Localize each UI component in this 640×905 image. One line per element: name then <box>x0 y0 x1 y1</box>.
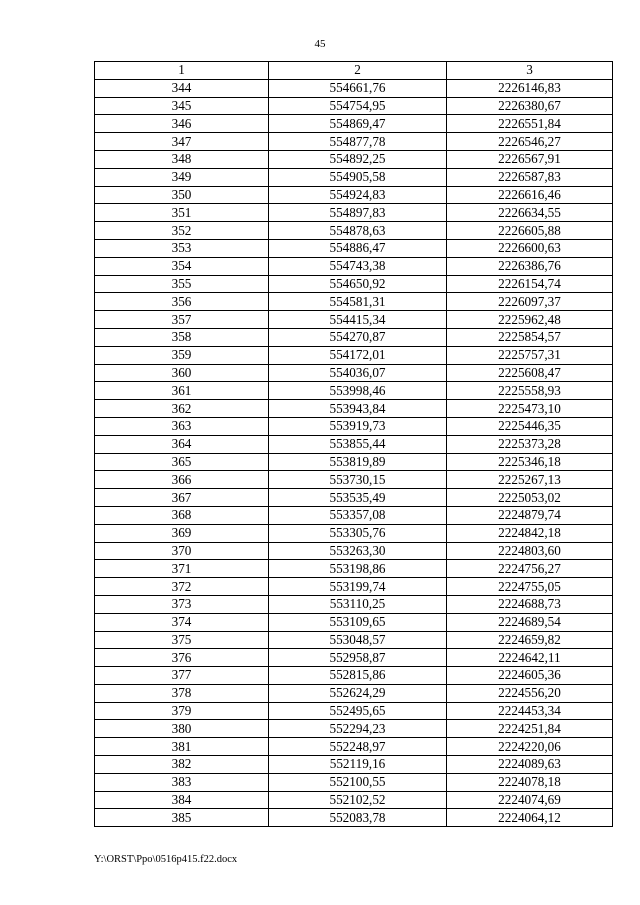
x-coordinate-cell: 553048,57 <box>269 631 447 649</box>
table-row <box>95 595 613 613</box>
x-coordinate-cell: 554878,63 <box>269 222 447 240</box>
point-number-cell: 363 <box>95 417 269 435</box>
table-row <box>95 471 613 489</box>
x-coordinate-cell: 554886,47 <box>269 239 447 257</box>
table-row <box>95 506 613 524</box>
point-number-cell: 373 <box>95 595 269 613</box>
point-number-cell: 366 <box>95 471 269 489</box>
x-coordinate-cell: 554892,25 <box>269 150 447 168</box>
x-coordinate-cell: 554743,38 <box>269 257 447 275</box>
x-coordinate-cell: 553943,84 <box>269 400 447 418</box>
table-row <box>95 791 613 809</box>
table-header-row <box>95 62 613 80</box>
point-number-cell: 370 <box>95 542 269 560</box>
y-coordinate-cell: 2226600,63 <box>447 239 613 257</box>
x-coordinate-cell: 552624,29 <box>269 684 447 702</box>
table-row <box>95 489 613 507</box>
table-row <box>95 364 613 382</box>
table-row <box>95 613 613 631</box>
x-coordinate-cell: 554897,83 <box>269 204 447 222</box>
x-coordinate-cell: 554581,31 <box>269 293 447 311</box>
y-coordinate-cell: 2226567,91 <box>447 150 613 168</box>
table-row <box>95 631 613 649</box>
table-row <box>95 453 613 471</box>
y-coordinate-cell: 2224251,84 <box>447 720 613 738</box>
table-row <box>95 204 613 222</box>
table-row <box>95 738 613 756</box>
point-number-cell: 359 <box>95 346 269 364</box>
x-coordinate-cell: 554036,07 <box>269 364 447 382</box>
x-coordinate-cell: 553998,46 <box>269 382 447 400</box>
table-body <box>95 79 613 826</box>
table-row <box>95 435 613 453</box>
table-row <box>95 222 613 240</box>
x-coordinate-cell: 552248,97 <box>269 738 447 756</box>
y-coordinate-cell: 2224064,12 <box>447 809 613 827</box>
y-coordinate-cell: 2225267,13 <box>447 471 613 489</box>
column-header-2: 2 <box>269 62 447 80</box>
table-row <box>95 809 613 827</box>
point-number-cell: 344 <box>95 79 269 97</box>
x-coordinate-cell: 553919,73 <box>269 417 447 435</box>
x-coordinate-cell: 554172,01 <box>269 346 447 364</box>
x-coordinate-cell: 554905,58 <box>269 168 447 186</box>
x-coordinate-cell: 554869,47 <box>269 115 447 133</box>
y-coordinate-cell: 2226154,74 <box>447 275 613 293</box>
x-coordinate-cell: 553819,89 <box>269 453 447 471</box>
y-coordinate-cell: 2226605,88 <box>447 222 613 240</box>
y-coordinate-cell: 2224453,34 <box>447 702 613 720</box>
table-row <box>95 649 613 667</box>
point-number-cell: 358 <box>95 328 269 346</box>
point-number-cell: 356 <box>95 293 269 311</box>
point-number-cell: 360 <box>95 364 269 382</box>
y-coordinate-cell: 2226546,27 <box>447 133 613 151</box>
table-row <box>95 560 613 578</box>
y-coordinate-cell: 2224605,36 <box>447 667 613 685</box>
table-row <box>95 756 613 774</box>
table-row <box>95 328 613 346</box>
x-coordinate-cell: 554661,76 <box>269 79 447 97</box>
point-number-cell: 347 <box>95 133 269 151</box>
y-coordinate-cell: 2224803,60 <box>447 542 613 560</box>
y-coordinate-cell: 2224659,82 <box>447 631 613 649</box>
point-number-cell: 355 <box>95 275 269 293</box>
point-number-cell: 362 <box>95 400 269 418</box>
point-number-cell: 365 <box>95 453 269 471</box>
point-number-cell: 380 <box>95 720 269 738</box>
table-row <box>95 524 613 542</box>
x-coordinate-cell: 552495,65 <box>269 702 447 720</box>
y-coordinate-cell: 2225373,28 <box>447 435 613 453</box>
x-coordinate-cell: 553109,65 <box>269 613 447 631</box>
x-coordinate-cell: 553855,44 <box>269 435 447 453</box>
table-row <box>95 97 613 115</box>
point-number-cell: 345 <box>95 97 269 115</box>
y-coordinate-cell: 2225757,31 <box>447 346 613 364</box>
y-coordinate-cell: 2225446,35 <box>447 417 613 435</box>
point-number-cell: 353 <box>95 239 269 257</box>
point-number-cell: 374 <box>95 613 269 631</box>
x-coordinate-cell: 552100,55 <box>269 773 447 791</box>
x-coordinate-cell: 552119,16 <box>269 756 447 774</box>
x-coordinate-cell: 553305,76 <box>269 524 447 542</box>
table-row <box>95 702 613 720</box>
table-row <box>95 667 613 685</box>
point-number-cell: 383 <box>95 773 269 791</box>
x-coordinate-cell: 553198,86 <box>269 560 447 578</box>
point-number-cell: 349 <box>95 168 269 186</box>
y-coordinate-cell: 2224642,11 <box>447 649 613 667</box>
table-row <box>95 133 613 151</box>
point-number-cell: 346 <box>95 115 269 133</box>
y-coordinate-cell: 2226587,83 <box>447 168 613 186</box>
table-row <box>95 79 613 97</box>
point-number-cell: 354 <box>95 257 269 275</box>
y-coordinate-cell: 2224689,54 <box>447 613 613 631</box>
y-coordinate-cell: 2224089,63 <box>447 756 613 774</box>
table-row <box>95 257 613 275</box>
x-coordinate-cell: 553110,25 <box>269 595 447 613</box>
point-number-cell: 361 <box>95 382 269 400</box>
table-row <box>95 400 613 418</box>
point-number-cell: 357 <box>95 311 269 329</box>
x-coordinate-cell: 552958,87 <box>269 649 447 667</box>
point-number-cell: 378 <box>95 684 269 702</box>
y-coordinate-cell: 2226380,67 <box>447 97 613 115</box>
table-row <box>95 542 613 560</box>
point-number-cell: 371 <box>95 560 269 578</box>
point-number-cell: 351 <box>95 204 269 222</box>
table-row <box>95 382 613 400</box>
table-row <box>95 346 613 364</box>
y-coordinate-cell: 2225473,10 <box>447 400 613 418</box>
y-coordinate-cell: 2225854,57 <box>447 328 613 346</box>
table-row <box>95 275 613 293</box>
x-coordinate-cell: 552102,52 <box>269 791 447 809</box>
table-row <box>95 578 613 596</box>
x-coordinate-cell: 553730,15 <box>269 471 447 489</box>
table-row <box>95 684 613 702</box>
point-number-cell: 369 <box>95 524 269 542</box>
y-coordinate-cell: 2224842,18 <box>447 524 613 542</box>
point-number-cell: 372 <box>95 578 269 596</box>
y-coordinate-cell: 2225053,02 <box>447 489 613 507</box>
x-coordinate-cell: 554877,78 <box>269 133 447 151</box>
point-number-cell: 364 <box>95 435 269 453</box>
point-number-cell: 385 <box>95 809 269 827</box>
y-coordinate-cell: 2226386,76 <box>447 257 613 275</box>
point-number-cell: 382 <box>95 756 269 774</box>
point-number-cell: 348 <box>95 150 269 168</box>
y-coordinate-cell: 2226551,84 <box>447 115 613 133</box>
y-coordinate-cell: 2224755,05 <box>447 578 613 596</box>
table-row <box>95 293 613 311</box>
x-coordinate-cell: 553535,49 <box>269 489 447 507</box>
point-number-cell: 381 <box>95 738 269 756</box>
point-number-cell: 379 <box>95 702 269 720</box>
table-row <box>95 311 613 329</box>
table-row <box>95 186 613 204</box>
y-coordinate-cell: 2224556,20 <box>447 684 613 702</box>
point-number-cell: 384 <box>95 791 269 809</box>
column-header-1: 1 <box>95 62 269 80</box>
point-number-cell: 377 <box>95 667 269 685</box>
x-coordinate-cell: 554754,95 <box>269 97 447 115</box>
y-coordinate-cell: 2224078,18 <box>447 773 613 791</box>
x-coordinate-cell: 552294,23 <box>269 720 447 738</box>
x-coordinate-cell: 553357,08 <box>269 506 447 524</box>
table-row <box>95 239 613 257</box>
y-coordinate-cell: 2226146,83 <box>447 79 613 97</box>
x-coordinate-cell: 554924,83 <box>269 186 447 204</box>
point-number-cell: 352 <box>95 222 269 240</box>
point-number-cell: 376 <box>95 649 269 667</box>
file-path-footer: Y:\ORST\Ppo\0516p415.f22.docx <box>94 854 238 865</box>
page-number: 45 <box>314 38 326 50</box>
y-coordinate-cell: 2226097,37 <box>447 293 613 311</box>
x-coordinate-cell: 554415,34 <box>269 311 447 329</box>
x-coordinate-cell: 554270,87 <box>269 328 447 346</box>
table-row <box>95 168 613 186</box>
coordinates-table <box>94 61 613 827</box>
y-coordinate-cell: 2224879,74 <box>447 506 613 524</box>
y-coordinate-cell: 2225346,18 <box>447 453 613 471</box>
y-coordinate-cell: 2226634,55 <box>447 204 613 222</box>
point-number-cell: 367 <box>95 489 269 507</box>
y-coordinate-cell: 2225558,93 <box>447 382 613 400</box>
x-coordinate-cell: 553199,74 <box>269 578 447 596</box>
table-row <box>95 720 613 738</box>
y-coordinate-cell: 2224756,27 <box>447 560 613 578</box>
x-coordinate-cell: 552083,78 <box>269 809 447 827</box>
point-number-cell: 375 <box>95 631 269 649</box>
x-coordinate-cell: 554650,92 <box>269 275 447 293</box>
y-coordinate-cell: 2224220,06 <box>447 738 613 756</box>
y-coordinate-cell: 2225608,47 <box>447 364 613 382</box>
table-row <box>95 417 613 435</box>
y-coordinate-cell: 2224688,73 <box>447 595 613 613</box>
point-number-cell: 350 <box>95 186 269 204</box>
point-number-cell: 368 <box>95 506 269 524</box>
column-header-3: 3 <box>447 62 613 80</box>
y-coordinate-cell: 2226616,46 <box>447 186 613 204</box>
y-coordinate-cell: 2225962,48 <box>447 311 613 329</box>
table-row <box>95 773 613 791</box>
x-coordinate-cell: 553263,30 <box>269 542 447 560</box>
y-coordinate-cell: 2224074,69 <box>447 791 613 809</box>
table-row <box>95 115 613 133</box>
x-coordinate-cell: 552815,86 <box>269 667 447 685</box>
table-row <box>95 150 613 168</box>
